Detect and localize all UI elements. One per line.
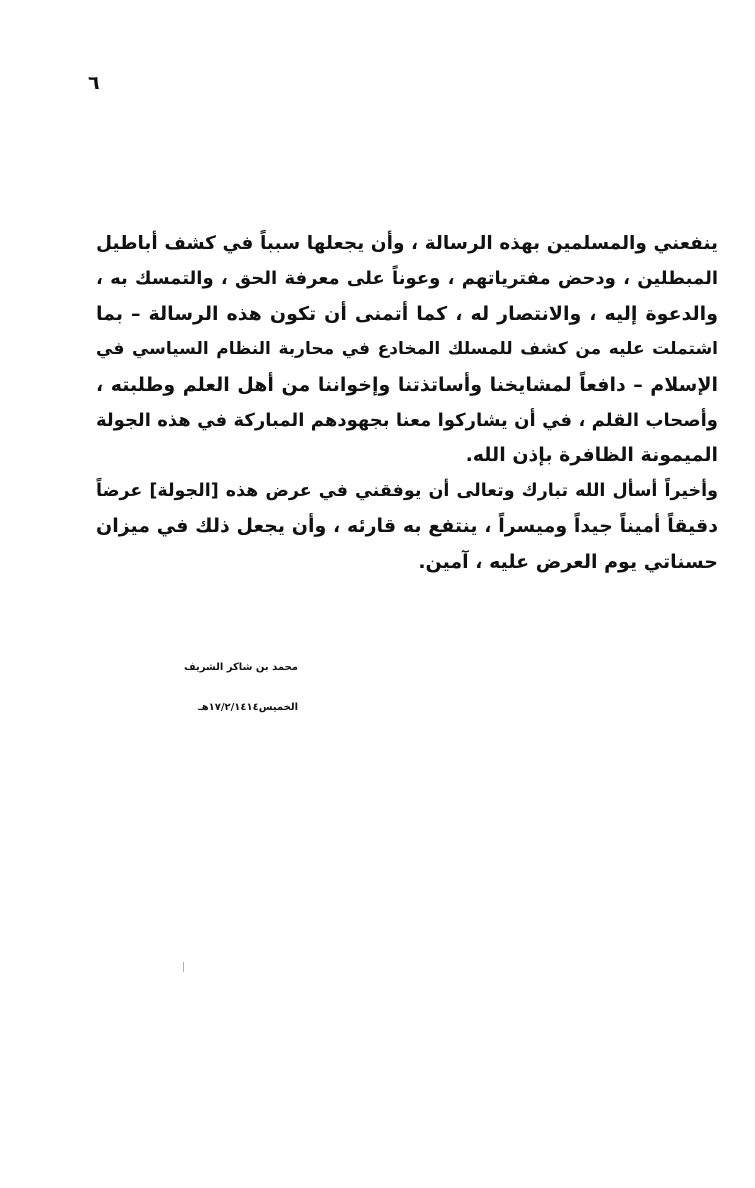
text-line: وأخيراً أسأل الله تبارك وتعالى أن يوفقني في عرض هذه [الجولة] عرضاً [96,480,718,501]
text-line: ينفعني والمسلمين بهذه الرسالة ، وأن يجعلها سبباً في كشف أباطيل [96,233,718,254]
text-line: حسناتي يوم العرض عليه ، آمين. [418,550,718,573]
signature-block [184,648,298,728]
text-line: الإسلام – دافعاً لمشايخنا وأساتذتنا وإخواننا من أهل العلم وطلبته ، [96,373,718,396]
text-line: والدعوة إليه ، والانتصار له ، كما أتمنى أن تكون هذه الرسالة – بما [96,302,718,325]
text-line: وأصحاب القلم ، في أن يشاركوا معنا بجهودهم المباركة في هذه الجولة [96,410,718,432]
text-line: المبطلين ، ودحض مفترياتهم ، وعوناً على معرفة الحق ، والتمسك به ، [96,268,718,290]
scan-mark [183,962,184,972]
text-line: الميمونة الظافرة بإذن الله. [465,444,718,467]
page-number: ٦ [88,72,100,94]
body-text [96,226,718,580]
signature-date: الخميس١٧/٢/١٤١٤هـ [198,702,298,713]
author-name: محمد بن شاكر الشريف [184,662,298,673]
text-line: اشتملت عليه من كشف للمسلك المخادع في محاربة النظام السياسي في [96,339,718,360]
text-line: دقيقاً أميناً جيداً وميسراً ، ينتفع به قارئه ، وأن يجعل ذلك في ميزان [96,515,718,538]
